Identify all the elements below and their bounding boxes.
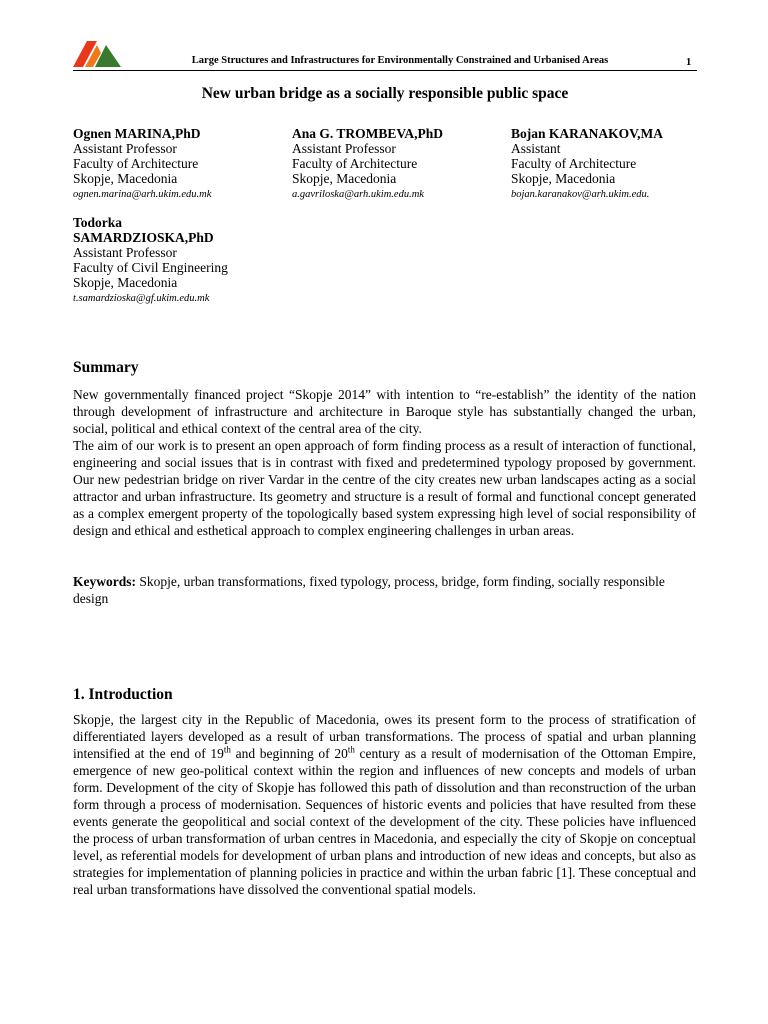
author-position: Assistant Professor	[73, 141, 177, 156]
keywords-text: Skopje, urban transformations, fixed typology, process, bridge, form finding, socially responsible design	[73, 574, 665, 606]
author-email: ognen.marina@arh.ukim.edu.mk	[73, 189, 212, 200]
author-faculty: Faculty of Architecture	[292, 156, 418, 171]
author-position: Assistant	[511, 141, 561, 156]
author-email: a.gavriloska@arh.ukim.edu.mk	[292, 189, 424, 200]
author-block	[73, 215, 283, 307]
page-number: 1	[686, 57, 692, 68]
author-location: Skopje, Macedonia	[292, 171, 397, 186]
keywords	[73, 573, 696, 607]
author-position: Assistant Professor	[292, 141, 396, 156]
author-name: Ognen MARINA,PhD	[73, 126, 201, 141]
author-email: t.samardzioska@gf.ukim.edu.mk	[73, 293, 210, 304]
author-block	[511, 126, 711, 203]
author-name: Ana G. TROMBEVA,PhD	[292, 126, 444, 141]
author-position: Assistant Professor	[73, 245, 177, 260]
introduction-paragraph	[73, 711, 696, 898]
author-name-first: Todorka	[73, 215, 123, 230]
author-location: Skopje, Macedonia	[73, 275, 178, 290]
intro-text-part: and beginning of 20	[230, 746, 348, 761]
author-faculty: Faculty of Civil Engineering	[73, 260, 228, 275]
author-block	[73, 126, 283, 203]
intro-text-part: Skopje, the largest city in the Republic of Macedonia, owes its present form to the process of stratification of differentiated layers developed as a result of urban transformations. The process of spatial and urban planning intensified at the end of 19	[73, 712, 696, 761]
introduction-body	[73, 711, 696, 898]
author-faculty: Faculty of Architecture	[511, 156, 637, 171]
introduction-heading: 1. Introduction	[73, 686, 173, 703]
author-location: Skopje, Macedonia	[511, 171, 616, 186]
author-email: bojan.karanakov@arh.ukim.edu.	[511, 189, 650, 200]
running-header-title: Large Structures and Infrastructures for Environmentally Constrained and Urbanised Areas	[191, 55, 609, 66]
author-location: Skopje, Macedonia	[73, 171, 178, 186]
summary-paragraph: New governmentally financed project “Skopje 2014” with intention to “re-establish” the identity of the nation through development of infrastructure and architecture in Baroque style has substantially changed the urban, social, political and ethical context of the central area of the city.	[73, 387, 696, 436]
keywords-label: Keywords:	[73, 574, 136, 589]
conference-logo-icon	[73, 41, 121, 67]
author-faculty: Faculty of Architecture	[73, 156, 199, 171]
header-divider	[73, 70, 697, 71]
author-name-last: SAMARDZIOSKA,PhD	[73, 230, 214, 245]
summary-paragraph: The aim of our work is to present an open approach of form finding process as a result of interaction of functional, engineering and social issues that is in contrast with fixed and predetermined typology proposed by government. Our new pedestrian bridge on river Vardar in the centre of the city creates new urban landscapes acting as a social attractor and urban infrastructure. Its geometry and structure is a result of formal and functional concept generated as a complex emergent property of the topologically based system expressing high level of social responsibility of design and ethical and esthetical approach to complex engineering challenges in urban areas.	[73, 438, 696, 538]
author-block	[292, 126, 502, 203]
intro-text-part: century as a result of modernisation of the Ottoman Empire, emergence of new geo-political context within the region and influences of new concepts and models of urban form. Development of the city of Skopje has followed this path of dissolution and than reconstruction of the urban form through a process of modernisation. Sequences of historic events and policies that have resulted from these events generate the geopolitical and social context of the development of the city. These policies have influenced the process of urban transformation of urban centres in Macedonia, and especially the city of Skopje on conceptual level, as referential models for development of urban plans and introduction of new ideas and concepts, but also as strategies for implementation of planning policies in practice and within the urban fabric [1]. These conceptual and real urban transformations have dissolved the conventional spatial models.	[73, 746, 696, 897]
paper-title: New urban bridge as a socially responsible public space	[201, 85, 569, 102]
superscript: th	[347, 744, 355, 755]
summary-body	[73, 386, 696, 539]
summary-heading: Summary	[73, 359, 139, 376]
superscript: th	[223, 744, 231, 755]
author-name: Bojan KARANAKOV,MA	[511, 126, 664, 141]
